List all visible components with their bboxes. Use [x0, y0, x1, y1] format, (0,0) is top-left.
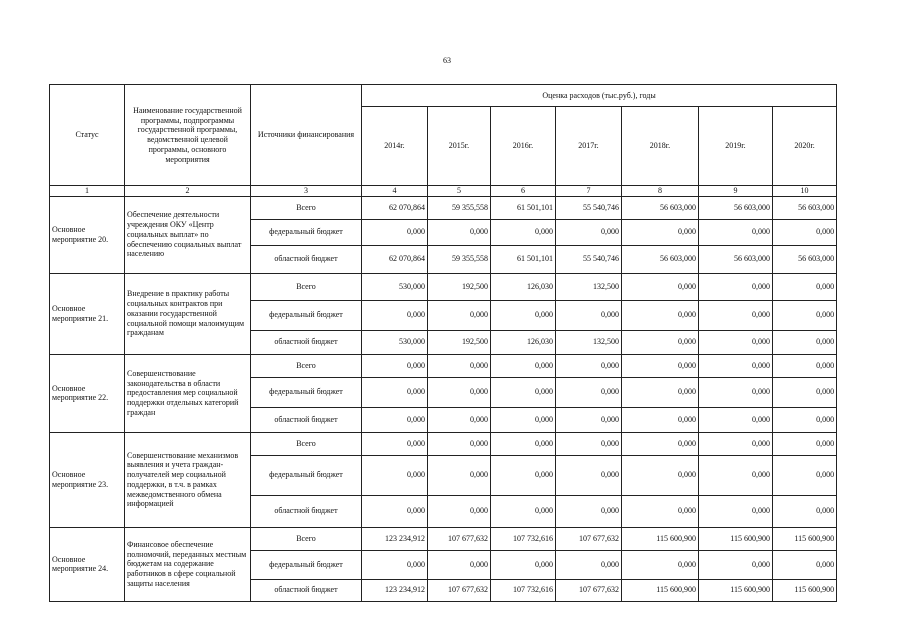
amount-cell: 59 355,558	[428, 245, 491, 273]
table-row	[50, 354, 837, 377]
amount-cell: 0,000	[428, 550, 491, 579]
amount-cell: 0,000	[491, 219, 556, 245]
amount-cell: 0,000	[556, 407, 622, 432]
amount-cell: 107 732,616	[491, 527, 556, 550]
amount-cell: 0,000	[773, 432, 837, 455]
funding-source: Всего	[251, 354, 362, 377]
funding-source: федеральный бюджет	[251, 300, 362, 330]
amount-cell: 0,000	[491, 495, 556, 527]
amount-cell: 0,000	[362, 354, 428, 377]
amount-cell: 107 677,632	[556, 579, 622, 601]
amount-cell: 0,000	[622, 407, 699, 432]
amount-cell: 0,000	[362, 432, 428, 455]
amount-cell: 0,000	[699, 550, 773, 579]
year-header: 2014г.	[362, 107, 428, 186]
column-number: 5	[428, 186, 491, 197]
table-row	[50, 432, 837, 455]
table-row	[50, 196, 837, 219]
amount-cell: 0,000	[362, 455, 428, 495]
amount-cell: 0,000	[699, 407, 773, 432]
amount-cell: 115 600,900	[773, 579, 837, 601]
column-number: 4	[362, 186, 428, 197]
year-header: 2015г.	[428, 107, 491, 186]
amount-cell: 0,000	[362, 407, 428, 432]
column-number: 3	[251, 186, 362, 197]
amount-cell: 530,000	[362, 273, 428, 300]
amount-cell: 192,500	[428, 273, 491, 300]
amount-cell: 61 501,101	[491, 245, 556, 273]
column-number: 8	[622, 186, 699, 197]
amount-cell: 0,000	[773, 407, 837, 432]
year-header: 2017г.	[556, 107, 622, 186]
amount-cell: 132,500	[556, 273, 622, 300]
amount-cell: 0,000	[491, 550, 556, 579]
column-number: 7	[556, 186, 622, 197]
column-number: 1	[50, 186, 125, 197]
funding-source: Всего	[251, 527, 362, 550]
amount-cell: 0,000	[491, 377, 556, 407]
amount-cell: 0,000	[491, 407, 556, 432]
amount-cell: 107 732,616	[491, 579, 556, 601]
year-header: 2018г.	[622, 107, 699, 186]
amount-cell: 0,000	[699, 455, 773, 495]
funding-source: федеральный бюджет	[251, 377, 362, 407]
amount-cell: 115 600,900	[699, 527, 773, 550]
amount-cell: 115 600,900	[699, 579, 773, 601]
amount-cell: 115 600,900	[773, 527, 837, 550]
amount-cell: 0,000	[622, 300, 699, 330]
amount-cell: 55 540,746	[556, 245, 622, 273]
amount-cell: 107 677,632	[428, 579, 491, 601]
table-row	[50, 273, 837, 300]
amount-cell: 0,000	[699, 354, 773, 377]
amount-cell: 0,000	[428, 455, 491, 495]
funding-source: федеральный бюджет	[251, 455, 362, 495]
funding-source: областной бюджет	[251, 245, 362, 273]
amount-cell: 0,000	[699, 330, 773, 354]
amount-cell: 0,000	[699, 273, 773, 300]
column-number: 2	[125, 186, 251, 197]
funding-source: федеральный бюджет	[251, 219, 362, 245]
amount-cell: 56 603,000	[699, 245, 773, 273]
amount-cell: 0,000	[773, 273, 837, 300]
activity-status: Основное мероприятие 21.	[50, 273, 125, 354]
table-header	[50, 85, 837, 197]
page-number: 63	[443, 56, 451, 65]
header-row-top	[50, 85, 837, 107]
funding-source: областной бюджет	[251, 579, 362, 601]
amount-cell: 0,000	[428, 407, 491, 432]
amount-cell: 56 603,000	[699, 196, 773, 219]
activity-status: Основное мероприятие 22.	[50, 354, 125, 432]
year-header: 2019г.	[699, 107, 773, 186]
amount-cell: 0,000	[773, 550, 837, 579]
amount-cell: 132,500	[556, 330, 622, 354]
column-number: 6	[491, 186, 556, 197]
amount-cell: 0,000	[699, 495, 773, 527]
amount-cell: 0,000	[622, 354, 699, 377]
amount-cell: 192,500	[428, 330, 491, 354]
amount-cell: 0,000	[428, 219, 491, 245]
amount-cell: 115 600,900	[622, 527, 699, 550]
activity-name: Внедрение в практику работы социальных контрактов при оказании государственной социальной помощи малоимущим гражданам	[125, 273, 251, 354]
year-header: 2016г.	[491, 107, 556, 186]
amount-cell: 115 600,900	[622, 579, 699, 601]
amount-cell: 0,000	[773, 300, 837, 330]
amount-cell: 0,000	[491, 455, 556, 495]
amount-cell: 0,000	[773, 330, 837, 354]
amount-cell: 0,000	[491, 354, 556, 377]
amount-cell: 107 677,632	[428, 527, 491, 550]
amount-cell: 56 603,000	[773, 245, 837, 273]
amount-cell: 0,000	[362, 550, 428, 579]
amount-cell: 123 234,912	[362, 579, 428, 601]
column-number: 10	[773, 186, 837, 197]
activity-status: Основное мероприятие 20.	[50, 196, 125, 273]
amount-cell: 55 540,746	[556, 196, 622, 219]
funding-source: областной бюджет	[251, 495, 362, 527]
amount-cell: 59 355,558	[428, 196, 491, 219]
amount-cell: 62 070,864	[362, 245, 428, 273]
amount-cell: 0,000	[622, 550, 699, 579]
amount-cell: 530,000	[362, 330, 428, 354]
amount-cell: 0,000	[362, 300, 428, 330]
amount-cell: 0,000	[428, 354, 491, 377]
amount-cell: 0,000	[622, 219, 699, 245]
amount-cell: 56 603,000	[622, 245, 699, 273]
amount-cell: 0,000	[773, 455, 837, 495]
activity-name: Финансовое обеспечение полномочий, переданных местным бюджетам на содержание работников в сфере социальной защиты населения	[125, 527, 251, 601]
amount-cell: 0,000	[556, 219, 622, 245]
funding-source: федеральный бюджет	[251, 550, 362, 579]
amount-cell: 0,000	[491, 300, 556, 330]
activity-status: Основное мероприятие 24.	[50, 527, 125, 601]
amount-cell: 0,000	[556, 455, 622, 495]
amount-cell: 0,000	[699, 432, 773, 455]
amount-cell: 0,000	[773, 354, 837, 377]
funding-source: Всего	[251, 432, 362, 455]
funding-source: областной бюджет	[251, 407, 362, 432]
amount-cell: 0,000	[622, 273, 699, 300]
amount-cell: 0,000	[622, 495, 699, 527]
header-name: Наименование государственной программы, подпрограммы государственной программы, ведомственной целевой программы, основного мероприятия	[125, 85, 251, 186]
year-header: 2020г.	[773, 107, 837, 186]
amount-cell: 0,000	[773, 377, 837, 407]
amount-cell: 0,000	[622, 432, 699, 455]
amount-cell: 0,000	[622, 377, 699, 407]
amount-cell: 0,000	[699, 219, 773, 245]
amount-cell: 0,000	[362, 377, 428, 407]
amount-cell: 0,000	[491, 432, 556, 455]
amount-cell: 0,000	[556, 300, 622, 330]
activity-status: Основное мероприятие 23.	[50, 432, 125, 527]
amount-cell: 0,000	[428, 300, 491, 330]
amount-cell: 0,000	[699, 300, 773, 330]
amount-cell: 0,000	[556, 495, 622, 527]
header-status: Статус	[50, 85, 125, 186]
amount-cell: 61 501,101	[491, 196, 556, 219]
amount-cell: 123 234,912	[362, 527, 428, 550]
funding-source: Всего	[251, 196, 362, 219]
activity-name: Совершенствование механизмов выявления и учета граждан-получателей мер социальной поддержки, в т.ч. в рамках межведомственного обмена информацией	[125, 432, 251, 527]
budget-table	[49, 84, 837, 602]
activity-name: Совершенствование законодательства в области предоставления мер социальной поддержки отдельных категорий граждан	[125, 354, 251, 432]
amount-cell: 0,000	[556, 432, 622, 455]
amount-cell: 0,000	[556, 377, 622, 407]
table-body	[50, 196, 837, 601]
funding-source: областной бюджет	[251, 330, 362, 354]
amount-cell: 0,000	[622, 330, 699, 354]
activity-name: Обеспечение деятельности учреждения ОКУ «Центр социальных выплат» по обеспечению социальных выплат населению	[125, 196, 251, 273]
funding-source: Всего	[251, 273, 362, 300]
amount-cell: 0,000	[428, 377, 491, 407]
table-row	[50, 527, 837, 550]
amount-cell: 56 603,000	[622, 196, 699, 219]
amount-cell: 0,000	[556, 354, 622, 377]
amount-cell: 126,030	[491, 330, 556, 354]
header-sources: Источники финансирования	[251, 85, 362, 186]
header-estimate: Оценка расходов (тыс.руб.), годы	[362, 85, 837, 107]
amount-cell: 0,000	[773, 219, 837, 245]
amount-cell: 0,000	[556, 550, 622, 579]
amount-cell: 126,030	[491, 273, 556, 300]
amount-cell: 56 603,000	[773, 196, 837, 219]
amount-cell: 0,000	[362, 495, 428, 527]
amount-cell: 0,000	[773, 495, 837, 527]
amount-cell: 62 070,864	[362, 196, 428, 219]
amount-cell: 0,000	[428, 495, 491, 527]
amount-cell: 0,000	[622, 455, 699, 495]
amount-cell: 0,000	[362, 219, 428, 245]
column-number: 9	[699, 186, 773, 197]
amount-cell: 107 677,632	[556, 527, 622, 550]
column-number-row	[50, 186, 837, 197]
amount-cell: 0,000	[428, 432, 491, 455]
amount-cell: 0,000	[699, 377, 773, 407]
